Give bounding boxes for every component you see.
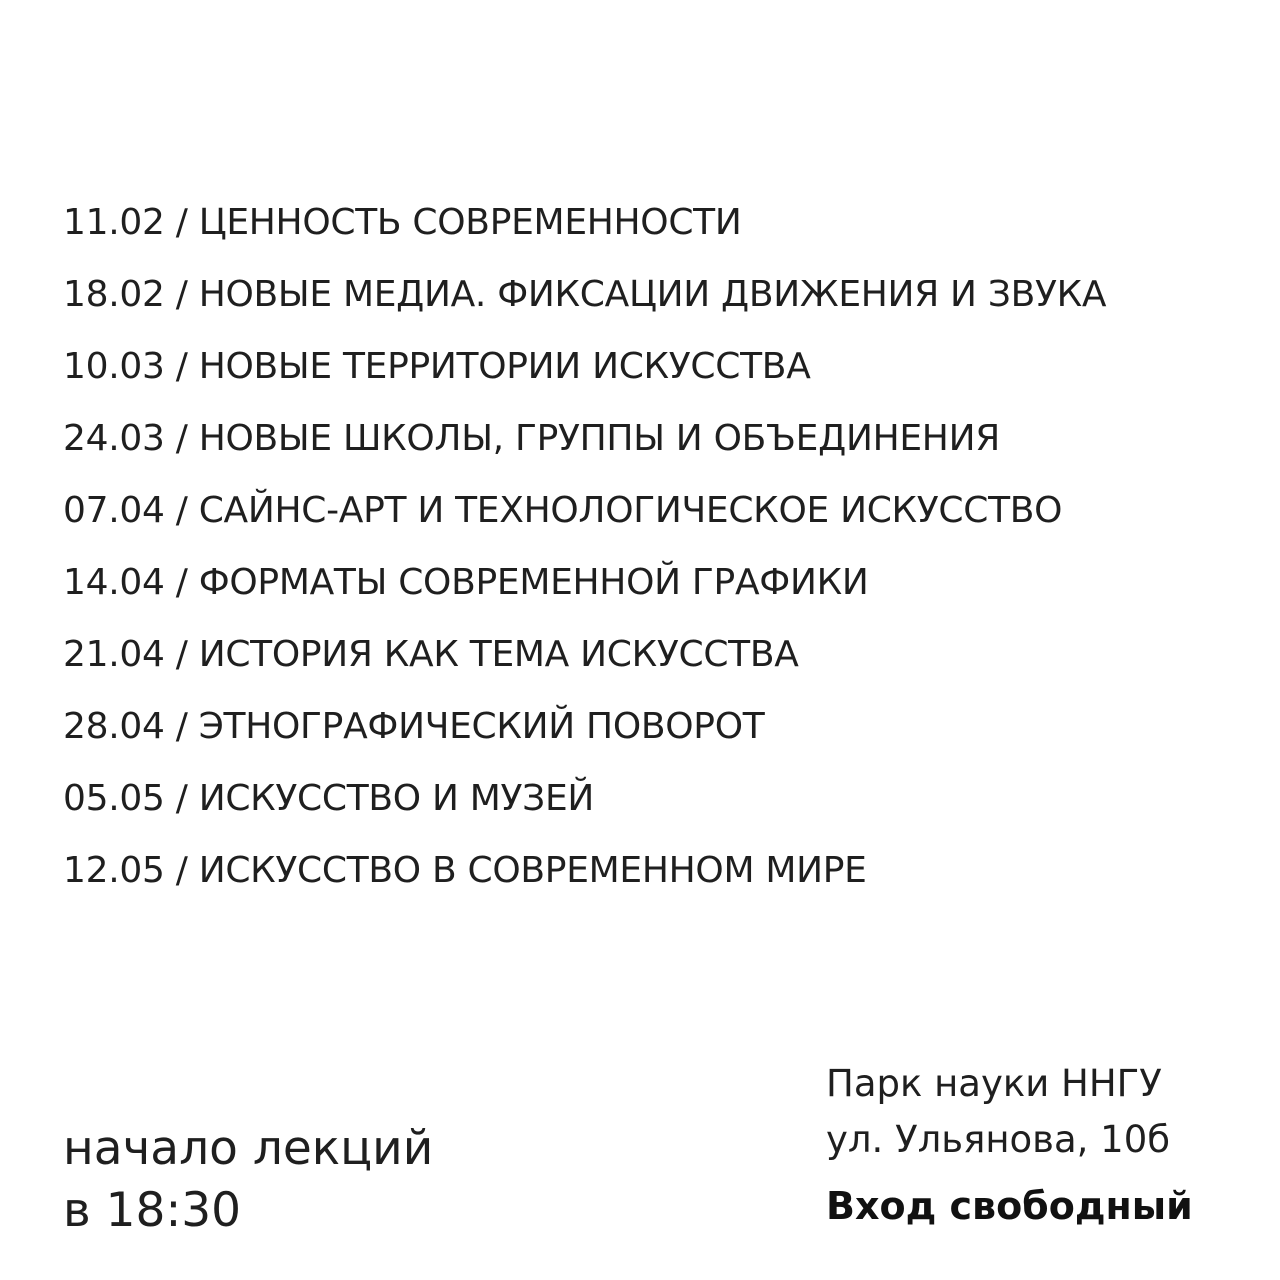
lecture-date: 11.02 [63, 202, 165, 243]
lecture-item [63, 553, 1106, 625]
lecture-item [63, 697, 1106, 769]
lecture-item [63, 193, 1106, 265]
separator: / [164, 850, 199, 891]
lecture-item [63, 769, 1106, 841]
venue-block [826, 1056, 1170, 1168]
lecture-item [63, 625, 1106, 697]
lecture-title: ИСКУССТВО В СОВРЕМЕННОМ МИРЕ [198, 850, 867, 891]
lecture-date: 10.03 [63, 346, 165, 387]
start-time-block [63, 1118, 433, 1242]
separator: / [164, 274, 199, 315]
separator: / [164, 562, 199, 603]
lecture-item [63, 409, 1106, 481]
lecture-date: 14.04 [63, 562, 165, 603]
separator: / [164, 490, 199, 531]
lecture-date: 21.04 [63, 634, 165, 675]
lecture-title: ЭТНОГРАФИЧЕСКИЙ ПОВОРОТ [198, 706, 765, 747]
separator: / [164, 778, 199, 819]
lecture-item [63, 265, 1106, 337]
lecture-title: ЦЕННОСТЬ СОВРЕМЕННОСТИ [198, 202, 742, 243]
separator: / [164, 202, 199, 243]
lecture-title: НОВЫЕ МЕДИА. ФИКСАЦИИ ДВИЖЕНИЯ И ЗВУКА [198, 274, 1107, 315]
separator: / [164, 418, 199, 459]
lecture-title: НОВЫЕ ШКОЛЫ, ГРУППЫ И ОБЪЕДИНЕНИЯ [198, 418, 1000, 459]
start-time-value: в 18:30 [63, 1183, 242, 1238]
lecture-date: 12.05 [63, 850, 165, 891]
separator: / [164, 706, 199, 747]
lecture-title: ИСТОРИЯ КАК ТЕМА ИСКУССТВА [198, 634, 799, 675]
lecture-date: 05.05 [63, 778, 165, 819]
lecture-title: ИСКУССТВО И МУЗЕЙ [198, 778, 595, 819]
separator: / [164, 634, 199, 675]
free-entry-note: Вход свободный [826, 1184, 1193, 1228]
lecture-item [63, 841, 1106, 913]
lecture-title: ФОРМАТЫ СОВРЕМЕННОЙ ГРАФИКИ [198, 562, 869, 603]
lecture-date: 24.03 [63, 418, 165, 459]
lecture-item [63, 481, 1106, 553]
venue-name: Парк науки ННГУ [826, 1062, 1162, 1105]
lecture-item [63, 337, 1106, 409]
lecture-title: САЙНС-АРТ И ТЕХНОЛОГИЧЕСКОЕ ИСКУССТВО [198, 490, 1063, 531]
separator: / [164, 346, 199, 387]
venue-address: ул. Ульянова, 10б [826, 1118, 1171, 1161]
lecture-date: 28.04 [63, 706, 165, 747]
lecture-schedule [63, 193, 1106, 913]
lecture-date: 07.04 [63, 490, 165, 531]
lecture-date: 18.02 [63, 274, 165, 315]
start-time-label: начало лекций [63, 1121, 434, 1176]
lecture-title: НОВЫЕ ТЕРРИТОРИИ ИСКУССТВА [198, 346, 811, 387]
